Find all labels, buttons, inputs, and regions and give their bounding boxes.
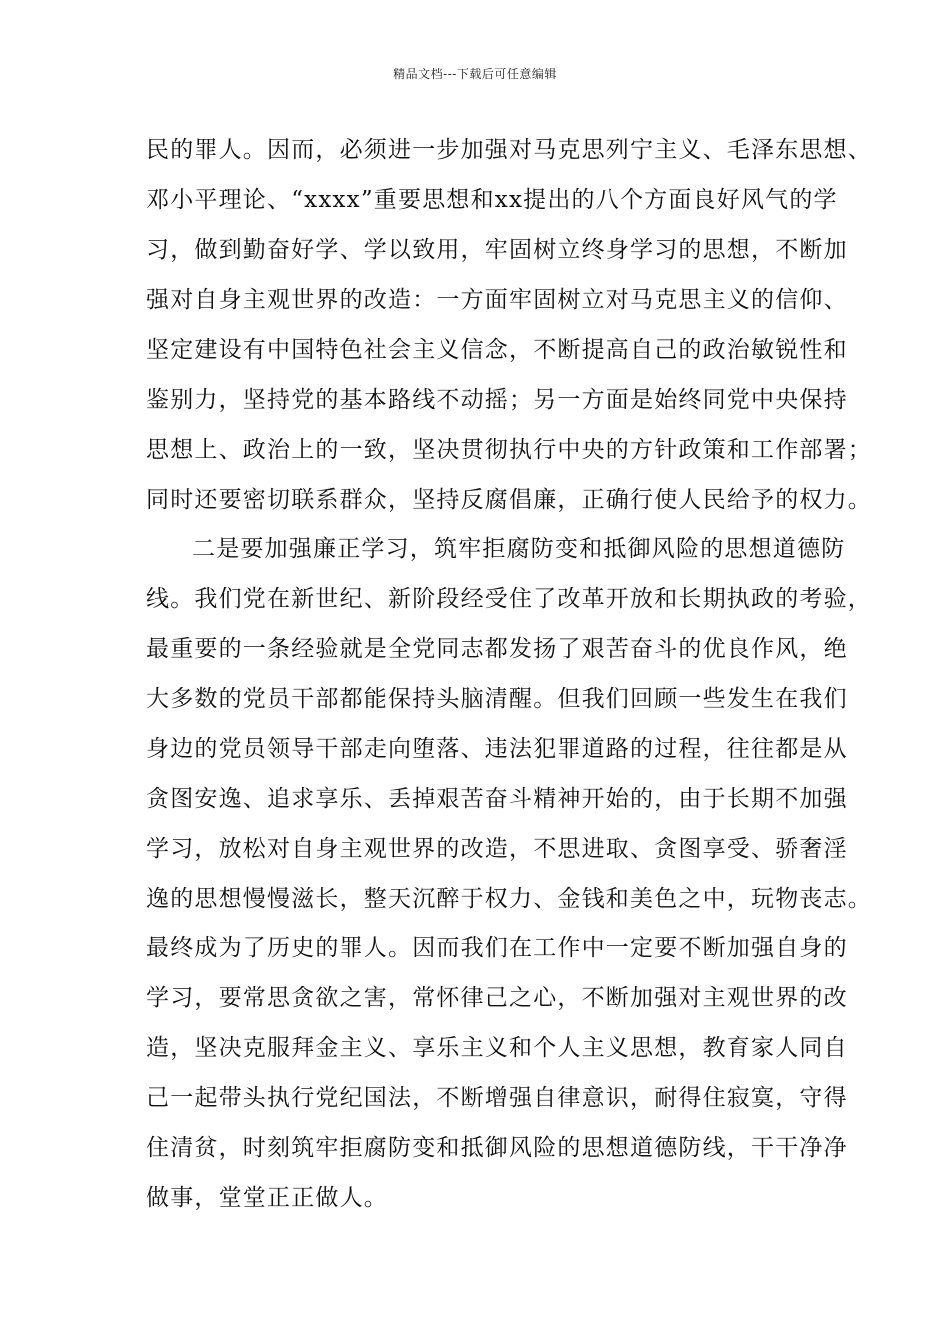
page-header: 精品文档---下载后可任意编辑 — [393, 67, 557, 81]
text-line: 习，做到勤奋好学、学以致用，牢固树立终身学习的思想，不断加 — [146, 237, 848, 263]
text-line: 身边的党员领导干部走向堕落、违法犯罪道路的过程，往往都是从 — [146, 736, 848, 762]
text-line: 大多数的党员干部都能保持头脑清醒。但我们回顾一些发生在我们 — [146, 686, 848, 712]
text-line: 做事，堂堂正正做人。 — [146, 1185, 388, 1211]
text-line: 贪图安逸、追求享乐、丢掉艰苦奋斗精神开始的，由于长期不加强 — [146, 786, 848, 812]
text-line: 最终成为了历史的罪人。因而我们在工作中一定要不断加强自身的 — [146, 935, 848, 961]
text-line: 最重要的一条经验就是全党同志都发扬了艰苦奋斗的优良作风，绝 — [146, 636, 848, 662]
text-line: 思想上、政治上的一致，坚决贯彻执行中央的方针政策和工作部署； — [146, 437, 872, 463]
text-line: 逸的思想慢慢滋长，整天沉醉于权力、金钱和美色之中，玩物丧志。 — [146, 886, 872, 912]
text-line: 邓小平理论、“xxxx”重要思想和xx提出的八个方面良好风气的学 — [146, 187, 838, 213]
text-line: 二是要加强廉正学习，筑牢拒腐防变和抵御风险的思想道德防 — [192, 536, 846, 562]
text-line: 同时还要密切联系群众，坚持反腐倡廉，正确行使人民给予的权力。 — [146, 487, 872, 513]
text-line: 强对自身主观世界的改造：一方面牢固树立对马克思主义的信仰、 — [146, 287, 848, 313]
text-line: 住清贫，时刻筑牢拒腐防变和抵御风险的思想道德防线，干干净净 — [146, 1135, 848, 1161]
text-line: 学习，放松对自身主观世界的改造，不思进取、贪图享受、骄奢淫 — [146, 836, 848, 862]
text-line: 己一起带头执行党纪国法，不断增强自律意识，耐得住寂寞，守得 — [146, 1085, 848, 1111]
text-line: 鉴别力，坚持党的基本路线不动摇；另一方面是始终同党中央保持 — [146, 387, 848, 413]
text-line: 造，坚决克服拜金主义、享乐主义和个人主义思想，教育家人同自 — [146, 1035, 848, 1061]
text-line: 学习，要常思贪欲之害，常怀律己之心，不断加强对主观世界的改 — [146, 985, 848, 1011]
text-line: 线。我们党在新世纪、新阶段经受住了改革开放和长期执政的考验， — [146, 586, 872, 612]
text-line: 民的罪人。因而，必须进一步加强对马克思列宁主义、毛泽东思想、 — [146, 137, 872, 163]
text-line: 坚定建设有中国特色社会主义信念，不断提高自己的政治敏锐性和 — [146, 337, 848, 363]
